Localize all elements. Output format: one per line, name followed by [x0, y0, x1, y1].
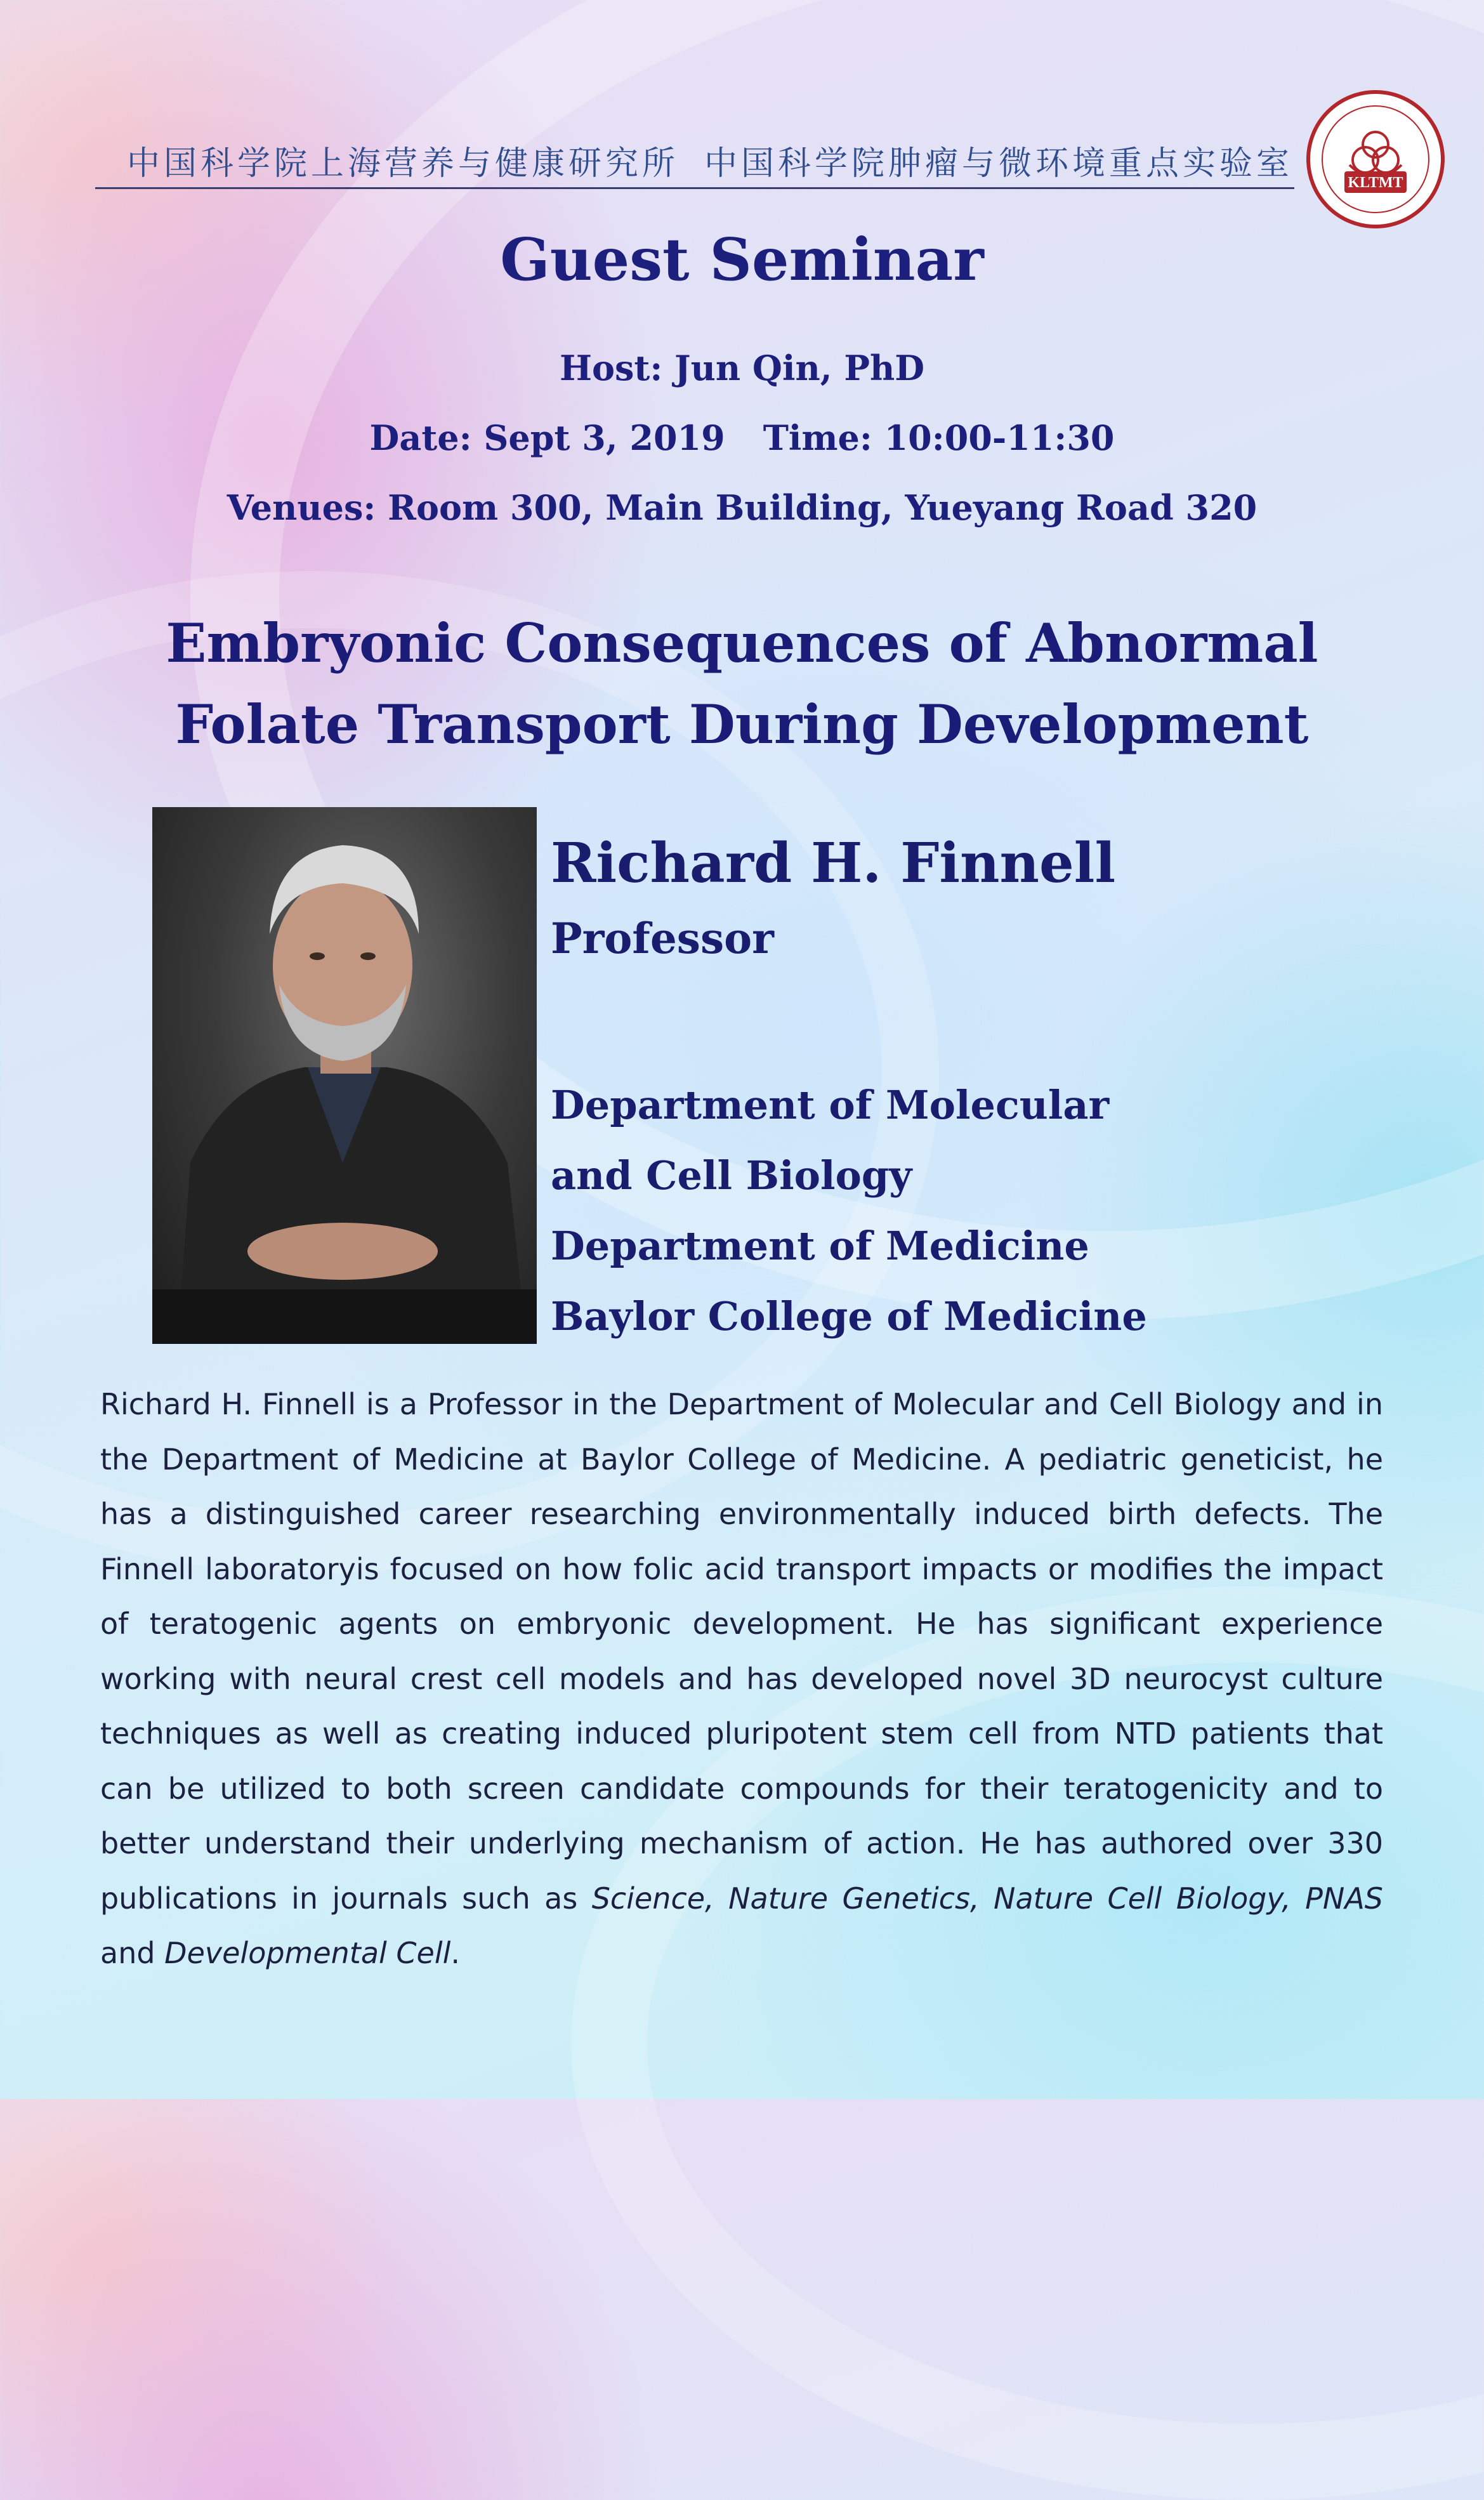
bio-text: Richard H. Finnell is a Professor in the Department of Molecular and Cell Biology and in the Department of Medicine at Baylor College of Medicine. A pediatric geneticist, he has a distinguished career researching environmentally induced birth defects. The Finnell laboratoryis focused on how folic acid transport impacts or modifies the impact of teratogenic agents on embryonic development. He has significant experience working with neural crest cell models and has developed novel 3D neurocyst culture techniques as well as creating induced pluripotent stem cell from NTD patients that can be utilized to both screen candidate compounds for their teratogenicity and to better understand their underlying mechanism of action. He has authored over 330 publications in journals such as	[100, 1387, 1383, 1916]
bio-conjunction: and	[100, 1936, 165, 1970]
speaker-bio	[100, 1377, 1383, 1981]
date-time-line	[0, 418, 1484, 458]
bio-end: .	[450, 1936, 461, 1970]
talk-title-line-2: Folate Transport During Development	[175, 693, 1309, 756]
institute-name-left: 中国科学院上海营养与健康研究所	[127, 145, 680, 183]
bio-last-journal: Developmental Cell	[164, 1936, 451, 1970]
speaker-name: Richard H. Finnell	[551, 831, 1116, 895]
institute-name-right: 中国科学院肿瘤与微环境重点实验室	[704, 145, 1294, 183]
speaker-affiliation: Baylor College of Medicine	[551, 1293, 1147, 1339]
speaker-affiliation: Department of Medicine	[551, 1223, 1089, 1269]
speaker-affiliation: Department of Molecular	[551, 1082, 1110, 1128]
event-date: Date: Sept 3, 2019	[369, 418, 725, 458]
logo-text: KLTMT	[1348, 174, 1403, 191]
talk-title-line-1: Embryonic Consequences of Abnormal	[166, 612, 1318, 674]
venue-line: Venues: Room 300, Main Building, Yueyang Road 320	[227, 487, 1257, 528]
kltmt-logo	[1305, 89, 1446, 230]
institution-header	[95, 130, 1294, 189]
bio-journals: Science, Nature Genetics, Nature Cell Biology, PNAS	[591, 1881, 1383, 1916]
event-time: Time: 10:00-11:30	[763, 418, 1115, 458]
seminar-title: Guest Seminar	[500, 225, 984, 294]
host-line: Host: Jun Qin, PhD	[559, 348, 925, 388]
speaker-affiliation: and Cell Biology	[551, 1152, 912, 1199]
speaker-photo	[152, 807, 537, 1344]
speaker-position: Professor	[551, 914, 774, 963]
